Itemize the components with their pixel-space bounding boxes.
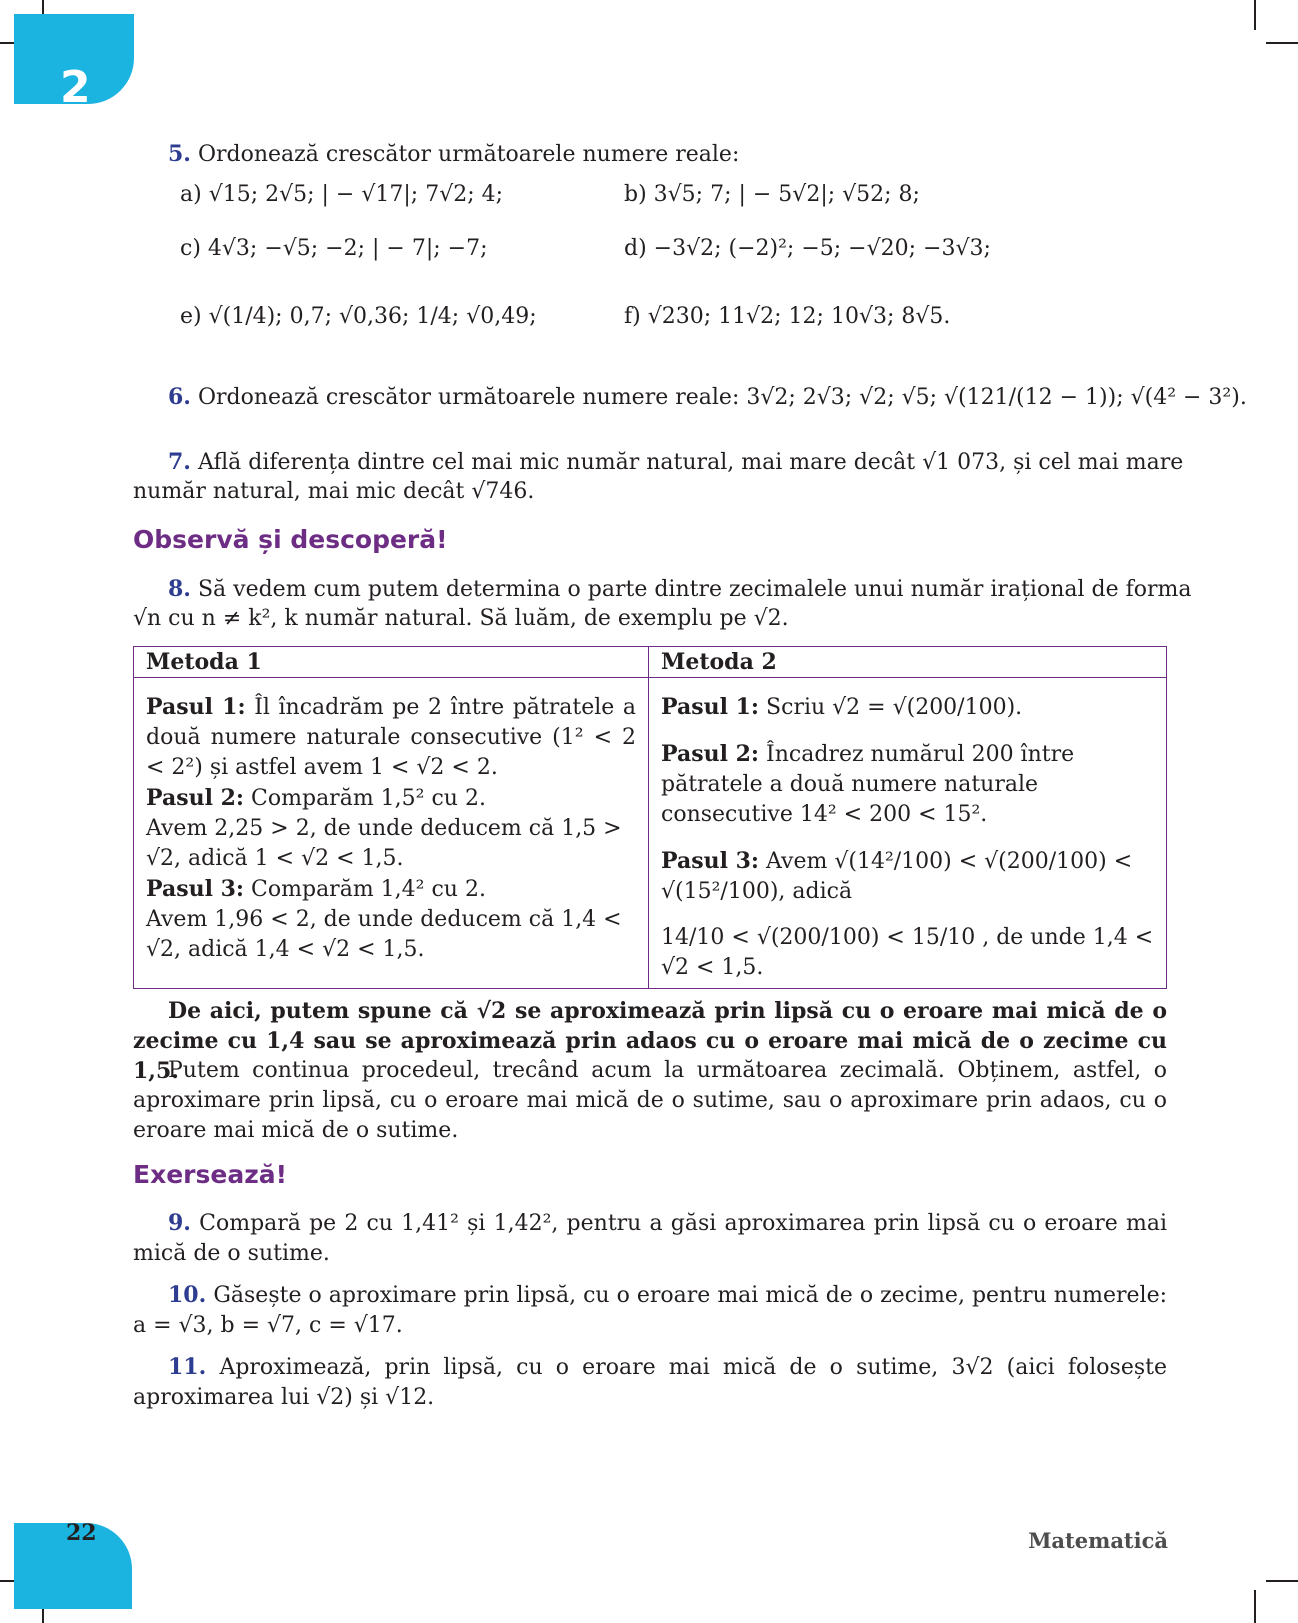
exercise-9: [133, 1208, 1167, 1269]
method-2-header: Metoda 2: [649, 647, 1167, 678]
method-2-step-1: [661, 692, 1154, 723]
exercise-text: Ordonează crescător următoarele numere reale:: [197, 142, 740, 167]
exercise-7: [168, 447, 1183, 478]
method-2-step-3: [661, 846, 1154, 907]
exercise-5e: e) √(1/4); 0,7; √0,36; 1/4; √0,49;: [180, 304, 537, 329]
methods-table: [133, 646, 1167, 989]
step-label: Pasul 3:: [661, 848, 760, 874]
exercise-number: 5.: [168, 141, 191, 167]
conclusion-bold: De aici, putem spune că √2 se aproximează prin lipsă cu o eroare mai mică de o zecime cu 1,4 sau se aproximează prin adaos cu o eroare mai mică de o zecime cu 1,5.: [133, 998, 1167, 1084]
section-title-observe: Observă și descoperă!: [133, 525, 448, 554]
method-2-step-3-detail: 14/10 < √(200/100) < 15/10 , de unde 1,4 < √2 < 1,5.: [661, 925, 1154, 980]
crop-mark: [1266, 42, 1298, 44]
exercise-5: [168, 139, 739, 170]
exercise-number: 8.: [168, 576, 191, 602]
exercise-text: Găsește o aproximare prin lipsă, cu o eroare mai mică de o zecime, pentru numerele: a = √3, b = √7, c = √17.: [133, 1283, 1167, 1338]
method-2-step-2: [661, 739, 1154, 830]
exercise-10: [133, 1280, 1167, 1341]
exercise-text: Află diferența dintre cel mai mic număr natural, mai mare decât √1 073, și cel mai mare: [197, 450, 1184, 475]
exercise-5a: a) √15; 2√5; | − √17|; 7√2; 4;: [180, 182, 504, 207]
method-1-step-2-detail: Avem 2,25 > 2, de unde deducem că 1,5 > √2, adică 1 < √2 < 1,5.: [146, 816, 622, 871]
exercise-8: [168, 574, 1191, 605]
method-2-body: [649, 678, 1167, 989]
method-1-header: Metoda 1: [134, 647, 649, 678]
exercise-5f: f) √230; 11√2; 12; 10√3; 8√5.: [624, 304, 951, 329]
step-text: Scriu √2 = √(200/100).: [766, 695, 1023, 720]
exercise-number: 6.: [168, 384, 191, 410]
exercise-number: 7.: [168, 449, 191, 475]
page-number: 22: [66, 1520, 97, 1546]
step-label: Pasul 1:: [146, 694, 246, 720]
exercise-text: Ordonează crescător următoarele numere reale: 3√2; 2√3; √2; √5; √(121/(12 − 1)); √(4² − 3²).: [197, 385, 1247, 410]
exercise-7-continuation: număr natural, mai mic decât √746.: [133, 479, 535, 504]
chapter-number: 2: [60, 62, 91, 113]
step-label: Pasul 3:: [146, 876, 245, 902]
method-1-step-1: [146, 692, 636, 783]
method-1-body: [134, 678, 649, 989]
crop-mark: [1254, 0, 1256, 30]
step-label: Pasul 2:: [661, 741, 760, 767]
exercise-number: 11.: [168, 1354, 207, 1380]
exercise-text: Aproximează, prin lipsă, cu o eroare mai mică de o sutime, 3√2 (aici folosește aproximarea lui √2) și √12.: [133, 1355, 1167, 1410]
conclusion-text: Putem continua procedeul, trecând acum la următoarea zecimală. Obținem, astfel, o aproximare prin lipsă, cu o eroare mai mică de o sutime, sau o aproximare prin adaos, cu o eroare mai mică de o sutime.: [133, 1058, 1167, 1143]
crop-mark: [1254, 1590, 1256, 1623]
exercise-5b: b) 3√5; 7; | − 5√2|; √52; 8;: [624, 182, 920, 207]
exercise-number: 9.: [168, 1210, 191, 1236]
exercise-8-continuation: √n cu n ≠ k², k număr natural. Să luăm, de exemplu pe √2.: [133, 606, 789, 631]
method-1-step-2: [146, 783, 636, 814]
exercise-5c: c) 4√3; −√5; −2; | − 7|; −7;: [180, 236, 488, 261]
exercise-11: [133, 1352, 1167, 1413]
exercise-number: 10.: [168, 1282, 207, 1308]
exercise-6: [168, 382, 1247, 413]
step-text: Avem √(14²/100) < √(200/100) < √(15²/100), adică: [661, 849, 1133, 904]
step-text: Încadrez numărul 200 între pătratele a două numere naturale consecutive 14² < 200 < 15².: [661, 742, 1075, 827]
method-1-step-3: [146, 874, 636, 905]
exercise-text: Să vedem cum putem determina o parte dintre zecimalele unui număr irațional de forma: [197, 577, 1192, 602]
exercise-text: Compară pe 2 cu 1,41² și 1,42², pentru a găsi aproximarea prin lipsă cu o eroare mai mică de o sutime.: [133, 1211, 1168, 1266]
step-text: Comparăm 1,5² cu 2.: [251, 786, 486, 811]
step-label: Pasul 2:: [146, 785, 245, 811]
step-label: Pasul 1:: [661, 694, 760, 720]
subject-label: Matematică: [1028, 1528, 1168, 1553]
step-text: Îl încadrăm pe 2 între pătratele a două numere naturale consecutive (1² < 2 < 2²) și astfel avem 1 < √2 < 2.: [146, 695, 636, 780]
crop-mark: [1266, 1580, 1298, 1582]
method-1-step-3-detail: Avem 1,96 < 2, de unde deducem că 1,4 < √2, adică 1,4 < √2 < 1,5.: [146, 907, 622, 962]
exercise-5d: d) −3√2; (−2)²; −5; −√20; −3√3;: [624, 236, 991, 261]
section-title-exercise: Exersează!: [133, 1160, 288, 1189]
step-text: Comparăm 1,4² cu 2.: [251, 877, 486, 902]
